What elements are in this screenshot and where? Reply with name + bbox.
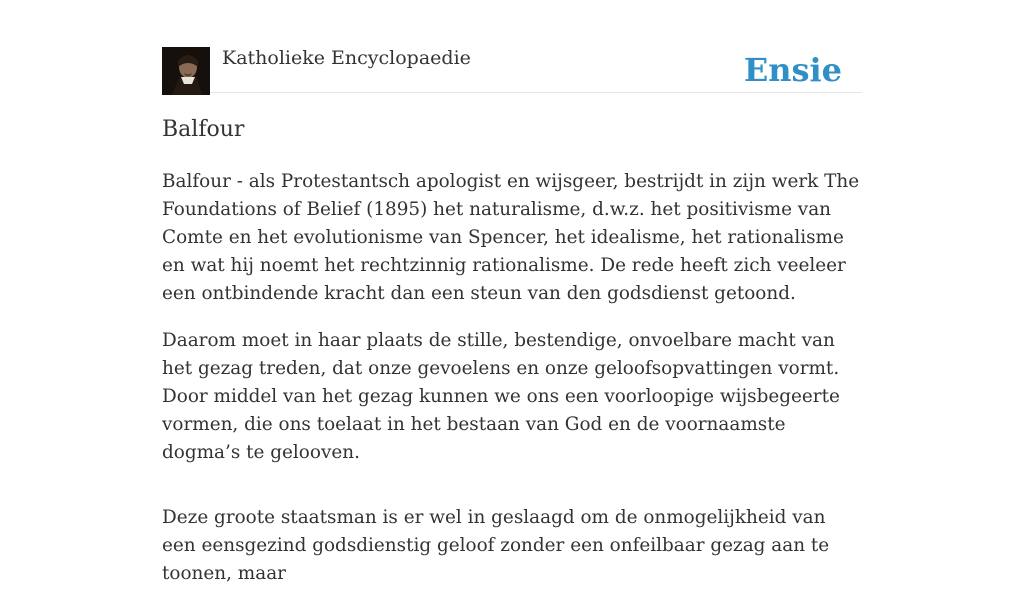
page-container	[162, 0, 862, 584]
paragraph: Balfour - als Protestantsch apologist en wijsgeer, bestrijdt in zijn werk The Foundations of Belief (1895) het naturalisme, d.w.z. het positivisme van Comte en het evolutionisme van Spencer, het idealisme, het rationalisme en wat hij noemt het rechtzinnig rationalisme. De rede heeft zich veeleer een ontbindende kracht dan een steun van den godsdienst getoond.	[162, 171, 860, 304]
portrait-avatar-icon	[162, 47, 210, 95]
avatar[interactable]	[162, 47, 210, 95]
article-title: Balfour	[162, 117, 245, 142]
article-body	[162, 168, 862, 607]
header	[162, 0, 862, 93]
paragraph-spacer	[162, 486, 862, 504]
paragraph: Daarom moet in haar plaats de stille, bestendige, onvoelbare macht van het gezag treden, dat onze gevoelens en onze geloofsopvattingen vormt. Door middel van het gezag kunnen we ons een voorloopige wijsbegeerte vormen, die ons toelaat in het bestaan van God en de voornaamste dogma’s te gelooven.	[162, 330, 840, 463]
brand-logo[interactable]: Ensie	[743, 51, 842, 89]
source-name[interactable]: Katholieke Encyclopaedie	[222, 47, 471, 69]
paragraph: Deze groote staatsman is er wel in geslaagd om de onmogelijkheid van een eensgezind godsdienstig geloof zonder een onfeilbaar gezag aan te toonen, maar	[162, 507, 830, 584]
